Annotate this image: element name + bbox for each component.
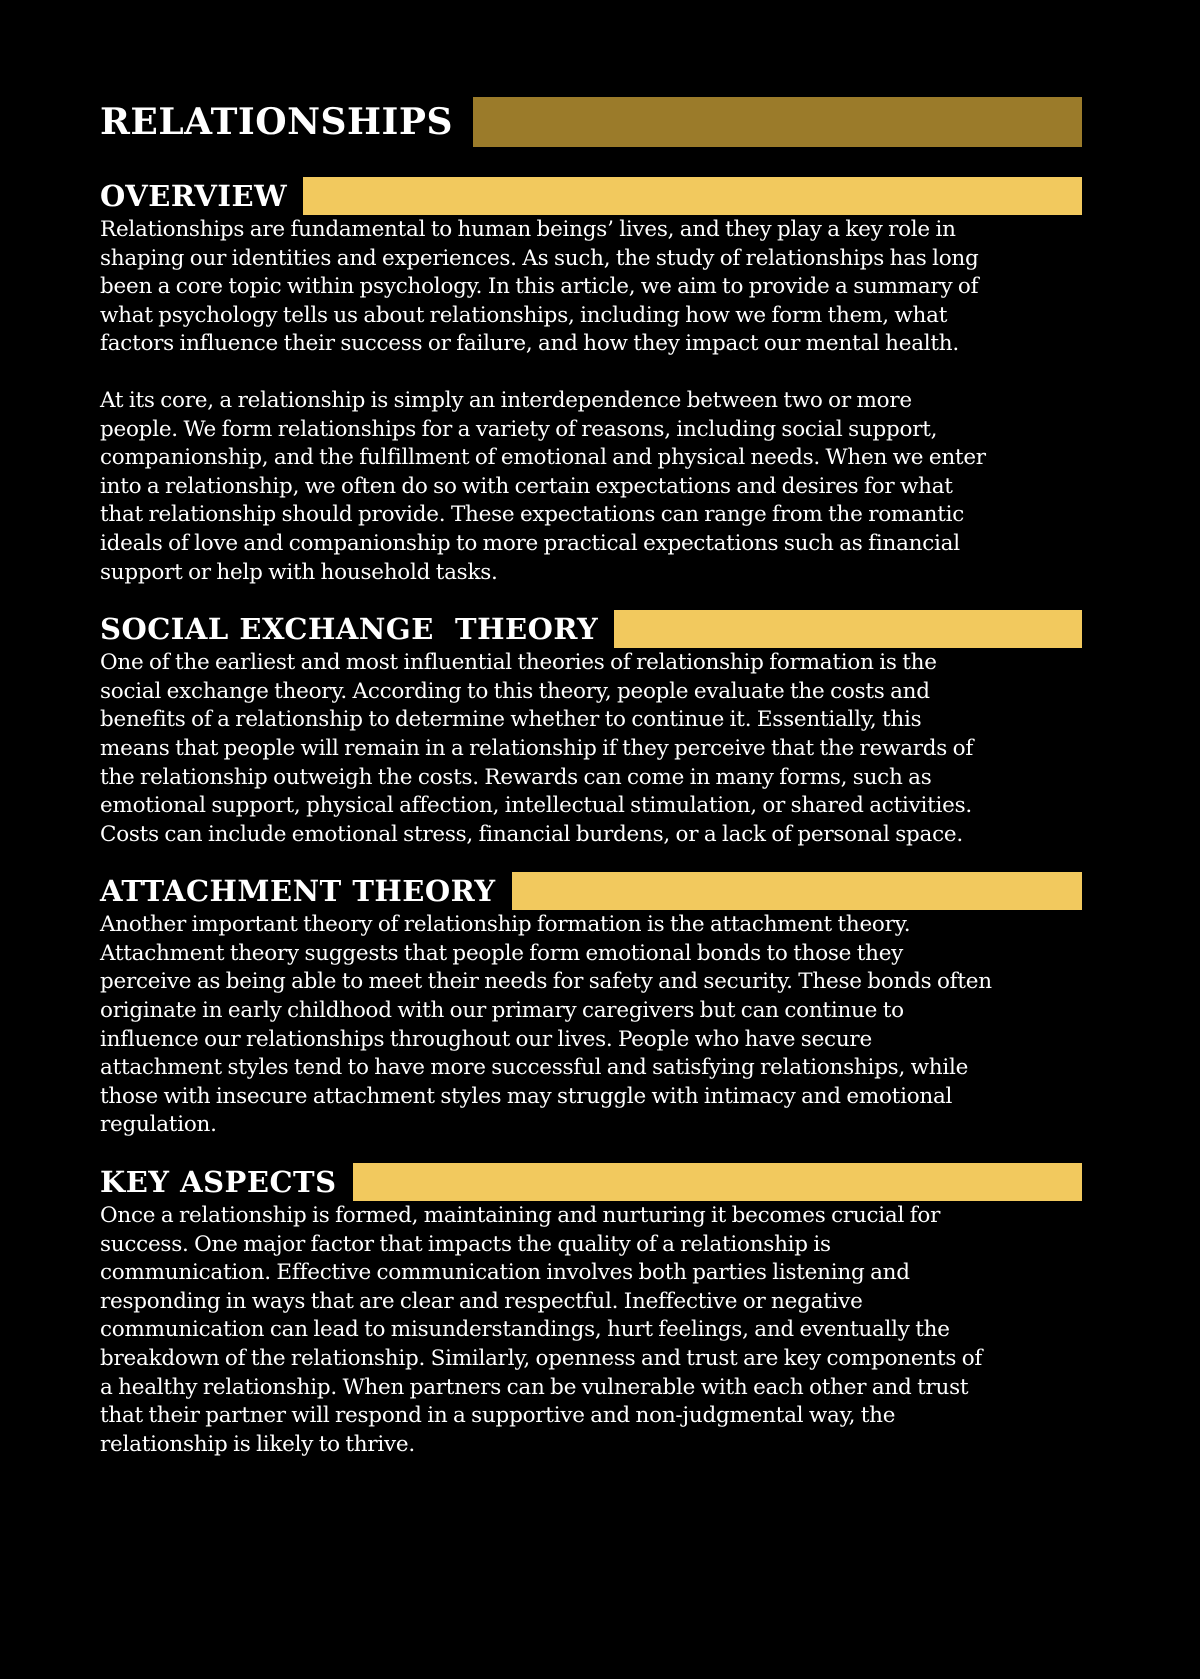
text-line: One of the earliest and most influential theories of relationship formation is the: [100, 650, 937, 676]
text-line: Relationships are fundamental to human beings’ lives, and they play a key role in: [100, 217, 956, 242]
section-header: [100, 1162, 1082, 1202]
section-key-aspects: [100, 1162, 1082, 1459]
text-line: a healthy relationship. When partners can be vulnerable with each other and trust: [100, 1374, 969, 1400]
text-line: the relationship outweigh the costs. Rewards can come in many forms, such as: [100, 764, 932, 790]
text-line: perceive as being able to meet their needs for safety and security. These bonds often: [100, 969, 992, 995]
text-line: Costs can include emotional stress, financial burdens, or a lack of personal space.: [100, 821, 963, 847]
text-line: regulation.: [100, 1112, 217, 1138]
document-page: [100, 96, 1082, 1481]
section-header: [100, 609, 1082, 649]
text-line: support or help with household tasks.: [100, 559, 498, 585]
text-line: ideals of love and companionship to more practical expectations such as financial: [100, 530, 960, 556]
text-line: benefits of a relationship to determine whether to continue it. Essentially, this: [100, 707, 922, 733]
section-social-exchange-theory: [100, 609, 1082, 849]
social-exchange-paragraph: [100, 649, 1082, 849]
section-title-attachment: ATTACHMENT THEORY: [100, 873, 496, 908]
section-attachment-theory: [100, 871, 1082, 1140]
section-accent-bar: [353, 1163, 1082, 1201]
text-line: communication. Effective communication involves both parties listening and: [100, 1260, 910, 1286]
text-line: people. We form relationships for a variety of reasons, including social support,: [100, 416, 938, 442]
text-line: communication can lead to misunderstandings, hurt feelings, and eventually the: [100, 1317, 950, 1343]
text-line: emotional support, physical affection, intellectual stimulation, or shared activities.: [100, 793, 972, 819]
overview-paragraph-1: [100, 216, 1082, 359]
section-accent-bar: [614, 610, 1082, 648]
text-line: Another important theory of relationship formation is the attachment theory.: [100, 912, 911, 938]
text-line: Attachment theory suggests that people form emotional bonds to those they: [100, 940, 904, 966]
text-line: responding in ways that are clear and respectful. Ineffective or negative: [100, 1288, 863, 1314]
section-accent-bar: [512, 872, 1082, 910]
section-title-social-exchange: SOCIAL EXCHANGE THEORY: [100, 611, 599, 646]
key-aspects-paragraph: [100, 1202, 1082, 1459]
attachment-paragraph: [100, 911, 1082, 1140]
text-line: means that people will remain in a relationship if they perceive that the rewards of: [100, 735, 974, 761]
section-title-key-aspects: KEY ASPECTS: [100, 1164, 337, 1199]
text-line: what psychology tells us about relationships, including how we form them, what: [100, 302, 948, 328]
text-line: those with insecure attachment styles may struggle with intimacy and emotional: [100, 1083, 953, 1109]
text-line: shaping our identities and experiences. As such, the study of relationships has long: [100, 245, 979, 271]
text-line: that relationship should provide. These expectations can range from the romantic: [100, 502, 965, 528]
section-header: [100, 871, 1082, 911]
text-line: companionship, and the fulfillment of emotional and physical needs. When we enter: [100, 445, 986, 471]
text-line: factors influence their success or failure, and how they impact our mental health.: [100, 331, 959, 357]
section-header: [100, 176, 1082, 216]
section-title-overview: OVERVIEW: [100, 178, 288, 213]
text-line: that their partner will respond in a supportive and non-judgmental way, the: [100, 1403, 896, 1429]
text-line: been a core topic within psychology. In this article, we aim to provide a summary of: [100, 274, 979, 300]
page-title: RELATIONSHIPS: [100, 101, 453, 143]
title-row: [100, 96, 1082, 148]
section-overview: [100, 176, 1082, 587]
text-line: Once a relationship is formed, maintaining and nurturing it becomes crucial for: [100, 1203, 941, 1229]
text-line: breakdown of the relationship. Similarly, openness and trust are key components of: [100, 1346, 983, 1371]
text-line: social exchange theory. According to this theory, people evaluate the costs and: [100, 678, 930, 704]
text-line: attachment styles tend to have more successful and satisfying relationships, while: [100, 1055, 969, 1081]
text-line: relationship is likely to thrive.: [100, 1431, 415, 1457]
section-accent-bar: [303, 177, 1082, 215]
title-accent-bar: [473, 97, 1082, 147]
text-line: influence our relationships throughout our lives. People who have secure: [100, 1026, 872, 1052]
text-line: into a relationship, we often do so with certain expectations and desires for what: [100, 473, 953, 499]
text-line: At its core, a relationship is simply an interdependence between two or more: [100, 387, 912, 413]
overview-paragraph-2: [100, 387, 1082, 587]
text-line: success. One major factor that impacts the quality of a relationship is: [100, 1231, 831, 1257]
text-line: originate in early childhood with our primary caregivers but can continue to: [100, 998, 904, 1024]
